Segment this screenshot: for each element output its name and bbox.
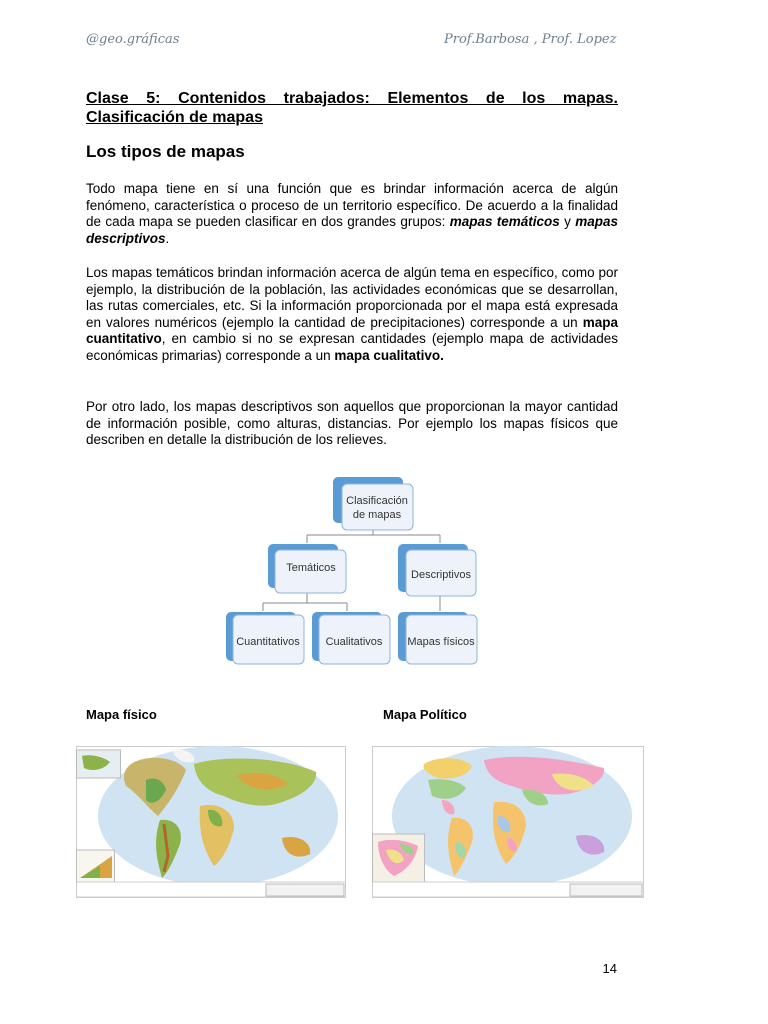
paragraph-tematicos: Los mapas temáticos brindan información acerca de algún tema en específico, como por ejemplo, la distribución de la población, las actividades económicas que se desarrollan, las rutas comerciales, etc. Si la información proporcionada por el mapa está expresada en valores numéricos (ejemplo la cantidad de precipitaciones) corresponde a un mapa cuantitativo, en cambio si no se expresan cantidades (ejemplo mapa de actividades económicas primarias) corresponde a un mapa cualitativo. bbox=[86, 265, 618, 363]
term-mapas-descriptivos: mapas descriptivos bbox=[86, 214, 618, 246]
node-root-label-1: Clasificación bbox=[346, 495, 408, 507]
political-world-map-image bbox=[372, 746, 644, 898]
node-cuantitativos bbox=[226, 612, 304, 664]
paragraph-intro: Todo mapa tiene en sí una función que es brindar información acerca de algún fenómeno, característica o proceso de un territorio específico. De acuerdo a la finalidad de cada mapa se pueden clasificar en dos grandes grupos: mapas temáticos y mapas descriptivos. bbox=[86, 181, 618, 246]
node-tematicos-label: Temáticos bbox=[286, 562, 336, 574]
node-descriptivos bbox=[398, 544, 476, 596]
node-root-label-2: de mapas bbox=[352, 509, 402, 521]
page-title: Clase 5: Contenidos trabajados: Elementos de los mapas. Clasificación de mapas bbox=[86, 90, 618, 126]
physical-world-map-image bbox=[76, 746, 346, 898]
node-mapas-fisicos-label: Mapas físicos bbox=[407, 636, 475, 648]
node-mapas-fisicos bbox=[398, 612, 477, 664]
node-cualitativos-label: Cualitativos bbox=[325, 636, 383, 648]
classification-diagram bbox=[225, 475, 485, 670]
node-cualitativos bbox=[312, 612, 390, 664]
caption-mapa-fisico: Mapa físico bbox=[86, 707, 157, 722]
node-root bbox=[333, 477, 413, 530]
term-mapa-cualitativo: mapa cualitativo. bbox=[334, 347, 444, 363]
node-cuantitativos-label: Cuantitativos bbox=[236, 636, 300, 648]
header-handle: @geo.gráficas bbox=[86, 32, 180, 47]
term-mapas-tematicos: mapas temáticos bbox=[449, 214, 560, 229]
paragraph-descriptivos: Por otro lado, los mapas descriptivos son aquellos que proporcionan la mayor cantidad de información posible, como alturas, distancias. Por ejemplo los mapas físicos que describen en detalle la distribución de los relieves. bbox=[86, 399, 618, 447]
page-number: 14 bbox=[602, 961, 617, 976]
section-title: Los tipos de mapas bbox=[86, 142, 245, 161]
node-descriptivos-label: Descriptivos bbox=[411, 569, 471, 581]
caption-mapa-politico: Mapa Político bbox=[383, 707, 467, 722]
node-tematicos bbox=[268, 544, 346, 593]
header-authors: Prof.Barbosa , Prof. Lopez bbox=[444, 32, 617, 47]
term-mapa-cuantitativo: mapa cuantitativo bbox=[86, 314, 618, 346]
